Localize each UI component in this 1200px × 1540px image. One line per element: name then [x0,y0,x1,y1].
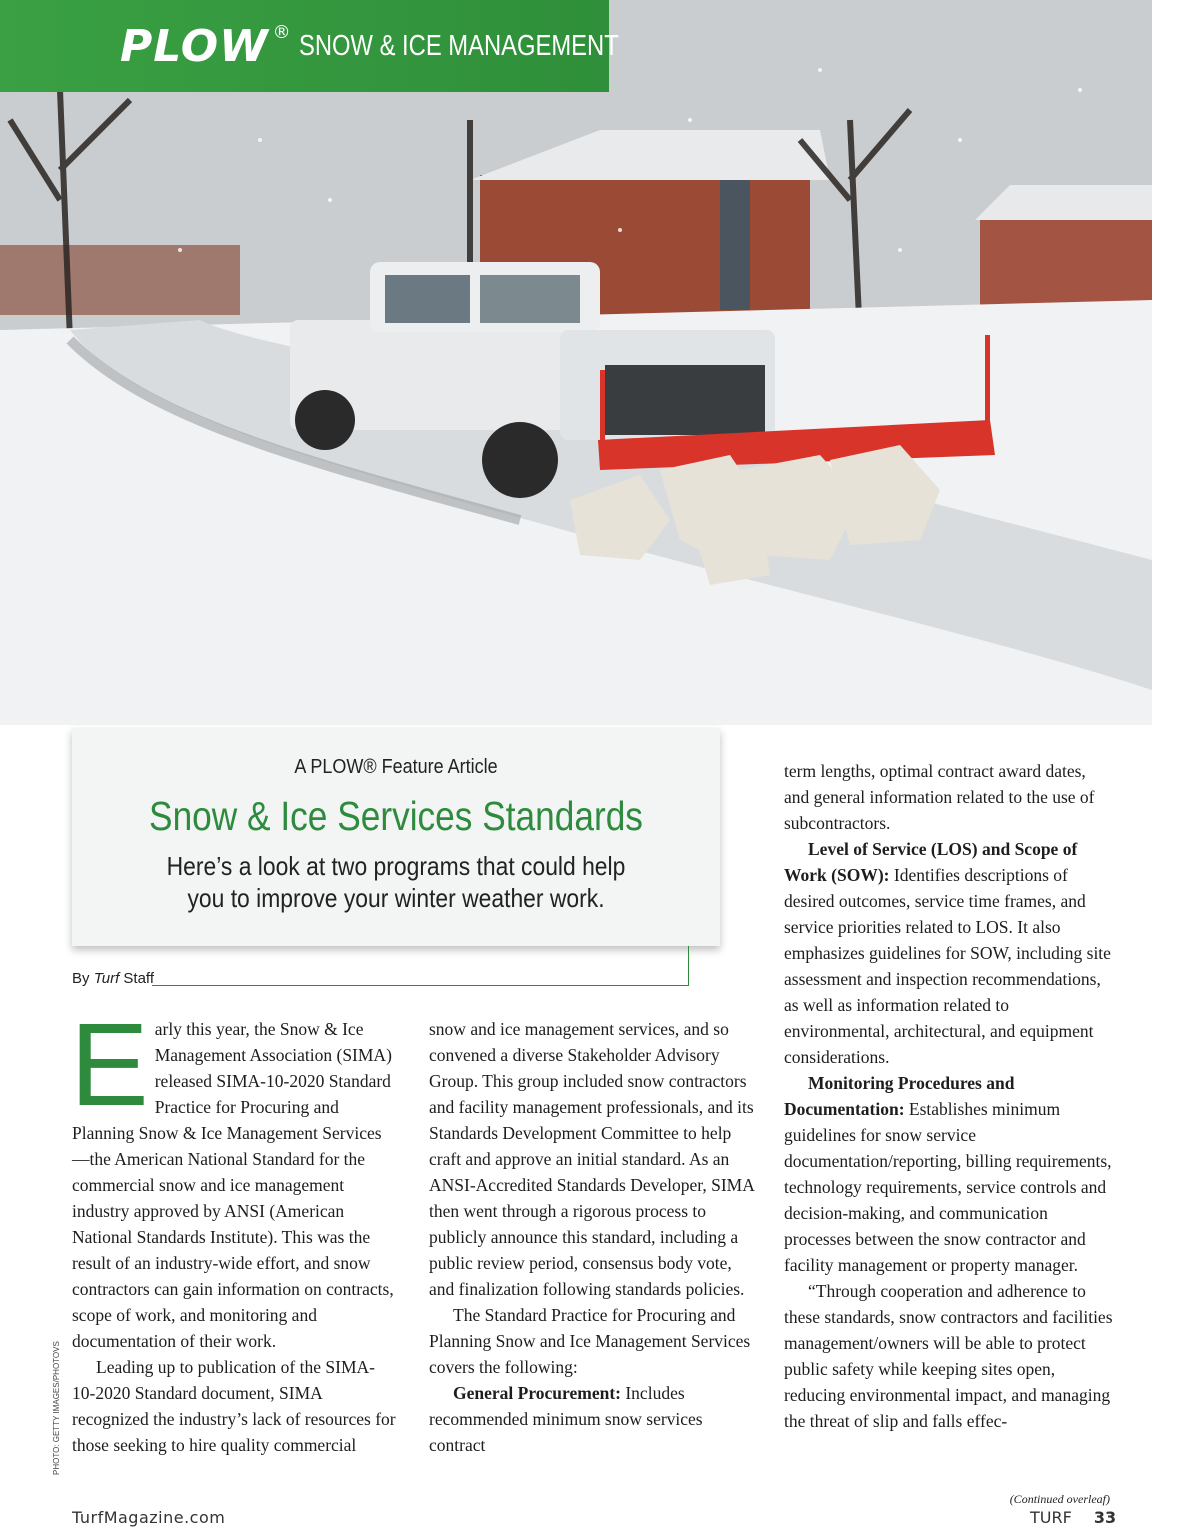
body-column-3 [784,758,1114,1434]
byline-rule [152,985,688,986]
paragraph-text: Includes recommended minimum snow services contract [429,1383,703,1455]
section-title: SNOW & ICE MANAGEMENT [298,29,619,62]
run-in-heading: Level of Service (LOS) and Scope of Work (SOW): [784,839,1078,885]
paragraph: “Through cooperation and adherence to these standards, snow contractors and facilities management/owners will be able to protect public safety while keeping sites open, reducing environmental impact, and managing the threat of slip and falls effec- [784,1281,1113,1431]
run-in-heading: Monitoring Procedures and Documentation: [784,1073,1015,1119]
paragraph-text: Establishes minimum guidelines for snow service documentation/reporting, billing requirements, technology requirements, service controls and decision-making, and communication processes between the snow contractor and facility management or property manager. [784,1099,1112,1275]
paragraph [784,836,1114,1070]
brand-logo: PLOW [120,20,269,72]
registered-mark: ® [272,21,291,43]
feature-deck [111,850,681,914]
snow-plow-illustration [0,0,1152,725]
paragraph: Leading up to publication of the SIMA-10-2020 Standard document, SIMA recognized the industry’s lack of resources for those seeking to hire quality commercial [72,1357,396,1455]
paragraph [70,999,398,1354]
photo-credit: PHOTO: GETTY IMAGES/PHOTOVS [52,1341,61,1475]
feature-kicker: A PLOW® Feature Article [294,756,498,778]
paragraph: snow and ice management services, and so convened a diverse Stakeholder Advisory Group. This group included snow contractors and facility management professionals, and its Standards Development Committee to help craft and approve an initial standard. As an ANSI-Accredited Standards Developer, SIMA then went through a rigorous process to publicly announce this standard, including a public review period, consensus body vote, and finalization following standards policies. [429,1019,754,1299]
body-column-1 [70,999,398,1458]
drop-cap: E [70,999,149,1131]
footer-magazine: TURF [1030,1508,1072,1527]
byline-rule-vertical [688,946,689,986]
feature-headline: Snow & Ice Services Standards [149,793,643,839]
paragraph [784,1070,1114,1278]
page-number: 33 [1093,1508,1117,1527]
byline-suffix: Staff [123,970,155,987]
paragraph [429,1380,755,1458]
byline-publication: Turf [93,970,120,987]
footer-folio [1030,1508,1116,1527]
byline [72,970,154,987]
paragraph-text: Identifies descriptions of desired outcomes, service time frames, and service priorities related to LOS. It also emphasizes guidelines for SOW, including site assessment and inspection recommendations, as well as information related to environmental, architectural, and equipment considerations. [784,865,1111,1067]
paragraph-text: arly this year, the Snow & Ice Management Association (SIMA) released SIMA-10-2020 Standard Practice for Procuring and Planning Snow & Ice Management Services—the American National Standard for the commercial snow and ice management industry approved by ANSI (American National Standards Institute). This was the result of an industry-wide effort, and snow contractors can gain information on contracts, scope of work, and monitoring and documentation of their work. [72,1019,394,1351]
continued-note: (Continued overleaf) [1009,1492,1110,1506]
paragraph: The Standard Practice for Procuring and Planning Snow and Ice Management Services covers the following: [429,1305,751,1377]
hero-photo [0,0,1152,725]
deck-line-1: Here’s a look at two programs that could help [166,851,626,881]
feature-box [72,728,720,946]
deck-line-2: you to improve your winter weather work. [187,883,605,913]
body-column-2 [429,1016,755,1458]
footer-site: TurfMagazine.com [72,1508,226,1527]
run-in-heading: General Procurement: [453,1383,621,1403]
section-banner [0,0,619,92]
byline-prefix: By [72,970,90,987]
paragraph: term lengths, optimal contract award dates, and general information related to the use of subcontractors. [784,761,1095,833]
